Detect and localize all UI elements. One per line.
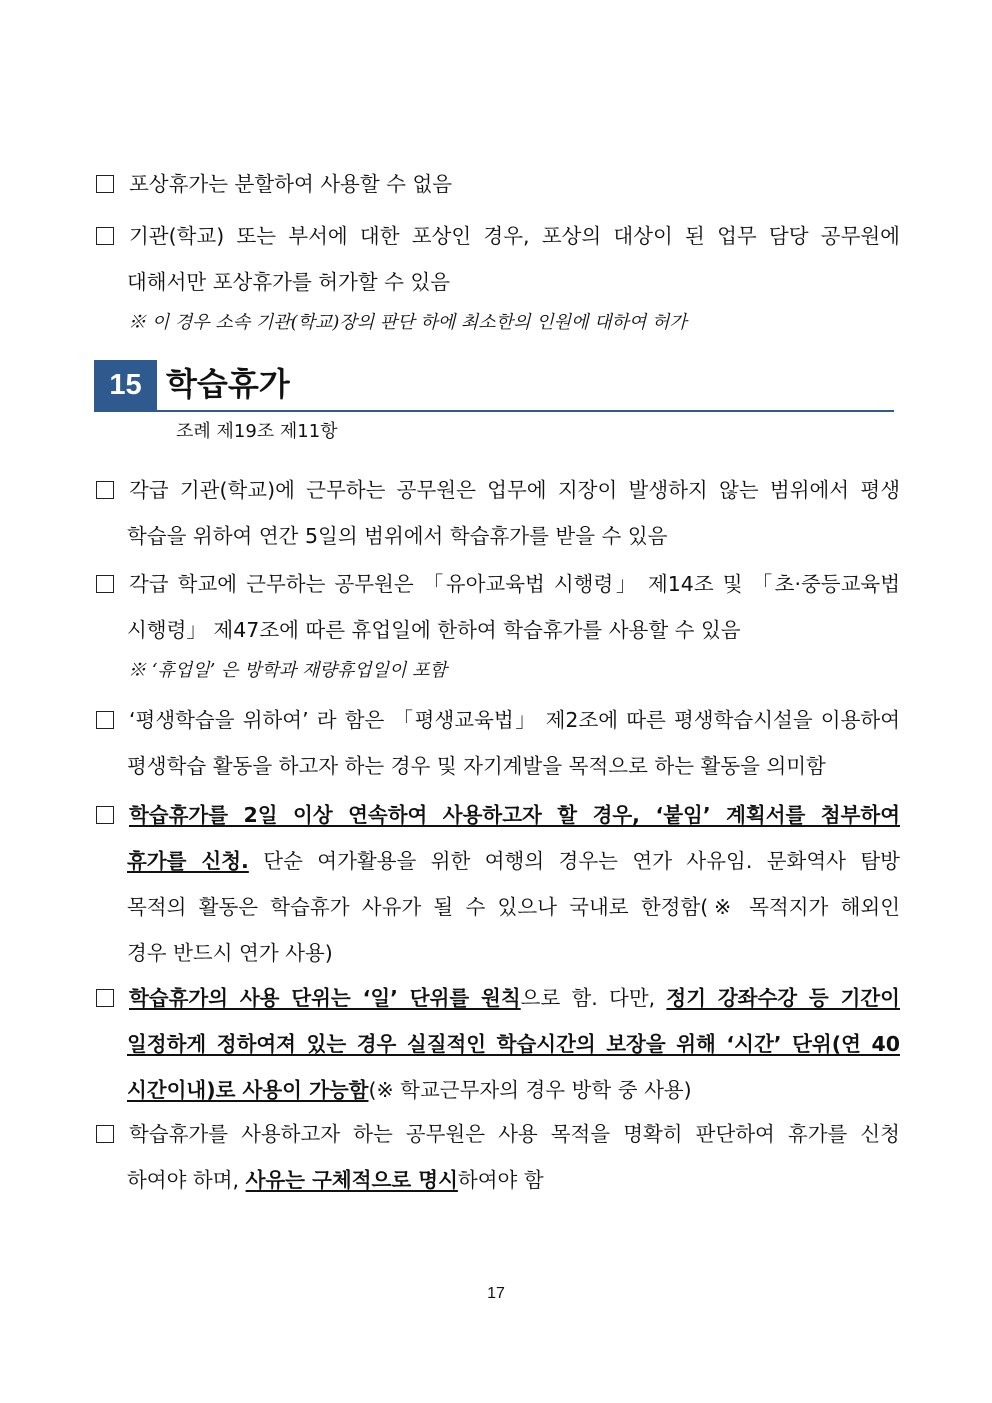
item-text: 기관(학교) 또는 부서에 대한 포상인 경우, 포상의 대상이 된 업무 담당 공무원에: [129, 224, 900, 248]
list-item: 학습휴가의 사용 단위는 ‘일’ 단위를 원칙으로 함. 다만, 정기 강좌수강 등 기간이 일정하게 정하여져 있는 경우 실질적인 학습시간의 보장을 위해 ‘시간’ 단위(연 40 시간이내)로 사용이 가능함(※ 학교근무자의 경우 방학 중 사용): [94, 975, 900, 1113]
checkbox-square-icon: [96, 711, 114, 729]
checkbox-square-icon: [96, 989, 114, 1007]
note-text: ※ 이 경우 소속 기관(학교)장의 판단 하에 최소한의 인원에 대하여 허가: [128, 312, 687, 333]
checkbox-square-icon: [96, 1125, 114, 1143]
checkbox-square-icon: [96, 575, 114, 593]
checkbox-square-icon: [96, 481, 114, 499]
list-item: 각급 학교에 근무하는 공무원은 「유아교육법 시행령」 제14조 및 「초·중등교육법 시행령」 제47조에 따른 휴업일에 한하여 학습휴가를 사용할 수 있음: [94, 561, 900, 653]
note-text: ※ ‘휴업일’ 은 방학과 재량휴업일이 포함: [128, 660, 447, 681]
list-item: 각급 기관(학교)에 근무하는 공무원은 업무에 지장이 발생하지 않는 범위에서 평생 학습을 위하여 연간 5일의 범위에서 학습휴가를 받을 수 있음: [94, 467, 900, 559]
list-item: [94, 161, 900, 207]
item-text: 포상휴가는 분할하여 사용할 수 없음: [129, 172, 453, 196]
checkbox-square-icon: [96, 806, 114, 824]
section-divider: [94, 410, 894, 412]
section-reference: 조례 제19조 제11항: [176, 421, 338, 442]
checkbox-square-icon: [96, 227, 114, 245]
item-text: 대해서만 포상휴가를 허가할 수 있음: [127, 270, 451, 294]
list-item: ‘평생학습을 위하여’ 라 함은 「평생교육법」 제2조에 따른 평생학습시설을 이용하여 평생학습 활동을 하고자 하는 경우 및 자기계발을 목적으로 하는 활동을 의미함: [94, 697, 900, 789]
list-item: 학습휴가를 2일 이상 연속하여 사용하고자 할 경우, ‘붙임’ 계획서를 첨부하여 휴가를 신청. 단순 여가활용을 위한 여행의 경우는 연가 사유임. 문화역사 탐방 목적의 활동은 학습휴가 사유가 될 수 있으나 국내로 한정함(※ 목적지가 해외인 경우 반드시 연가 사용): [94, 792, 900, 976]
page-number: 17: [487, 1285, 505, 1302]
section-title: 학습휴가: [166, 365, 290, 403]
list-item: 학습휴가를 사용하고자 하는 공무원은 사용 목적을 명확히 판단하여 휴가를 신청 하여야 하며, 사유는 구체적으로 명시하여야 함: [94, 1111, 900, 1203]
checkbox-square-icon: [96, 175, 114, 193]
section-number-badge: 15: [94, 360, 157, 411]
list-item: [94, 213, 900, 305]
